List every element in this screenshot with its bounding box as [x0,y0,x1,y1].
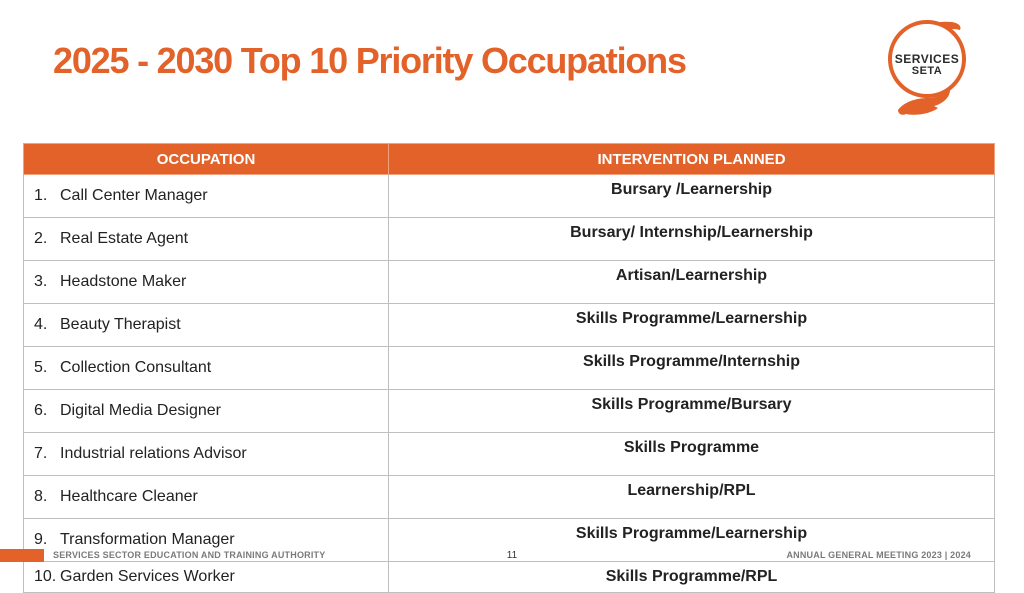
occupations-table [23,143,995,593]
footer-accent-bar [0,549,44,562]
row-number: 2. [34,230,48,247]
row-number: 5. [34,359,48,376]
table-row [24,218,995,261]
intervention-cell: Bursary/ Internship/Learnership [389,218,995,261]
footer-organization: SERVICES SECTOR EDUCATION AND TRAINING AUTHORITY [53,550,326,560]
logo-line-1: SERVICES [894,52,960,66]
table-row [24,390,995,433]
page-number: 11 [506,550,518,561]
table-header-row [24,144,995,175]
occupation-cell [24,433,389,476]
table-row [24,304,995,347]
logo-line-2: SETA [911,65,943,77]
intervention-cell: Skills Programme/Learnership [389,304,995,347]
intervention-cell: Skills Programme/Bursary [389,390,995,433]
intervention-cell: Skills Programme [389,433,995,476]
occupation-name: Garden Services Worker [60,568,235,585]
occupation-cell [24,304,389,347]
occupation-cell [24,476,389,519]
row-number: 1. [34,187,48,204]
row-number: 7. [34,445,48,462]
table-row [24,433,995,476]
table-row [24,261,995,304]
occupation-name: Headstone Maker [60,273,187,290]
footer-event: ANNUAL GENERAL MEETING 2023 | 2024 [786,550,971,560]
row-number: 10. [34,568,57,585]
page-title: 2025 - 2030 Top 10 Priority Occupations [53,40,686,81]
intervention-cell: Skills Programme/Internship [389,347,995,390]
hand-bottom-icon [894,88,954,118]
occupation-name: Industrial relations Advisor [60,445,247,462]
occupation-cell [24,218,389,261]
intervention-cell: Artisan/Learnership [389,261,995,304]
intervention-cell: Skills Programme/RPL [389,562,995,593]
occupation-cell [24,390,389,433]
row-number: 8. [34,488,48,505]
occupation-cell [24,261,389,304]
row-number: 9. [34,531,48,548]
occupation-name: Digital Media Designer [60,402,221,419]
occupation-cell [24,175,389,218]
row-number: 3. [34,273,48,290]
table-row [24,562,995,593]
intervention-cell: Skills Programme/Learnership [389,519,995,562]
row-number: 6. [34,402,48,419]
occupation-name: Collection Consultant [60,359,212,376]
occupation-name: Real Estate Agent [60,230,189,247]
header-intervention: INTERVENTION PLANNED [389,144,995,175]
occupation-name: Healthcare Cleaner [60,488,198,505]
header-occupation: OCCUPATION [24,144,389,175]
occupation-name: Transformation Manager [60,531,235,548]
row-number: 4. [34,316,48,333]
occupation-name: Beauty Therapist [60,316,181,333]
occupation-cell [24,562,389,593]
occupation-name: Call Center Manager [60,187,208,204]
table-row [24,476,995,519]
table-row [24,175,995,218]
intervention-cell: Learnership/RPL [389,476,995,519]
occupation-cell [24,347,389,390]
services-seta-logo [884,14,978,118]
table-row [24,347,995,390]
intervention-cell: Bursary /Learnership [389,175,995,218]
